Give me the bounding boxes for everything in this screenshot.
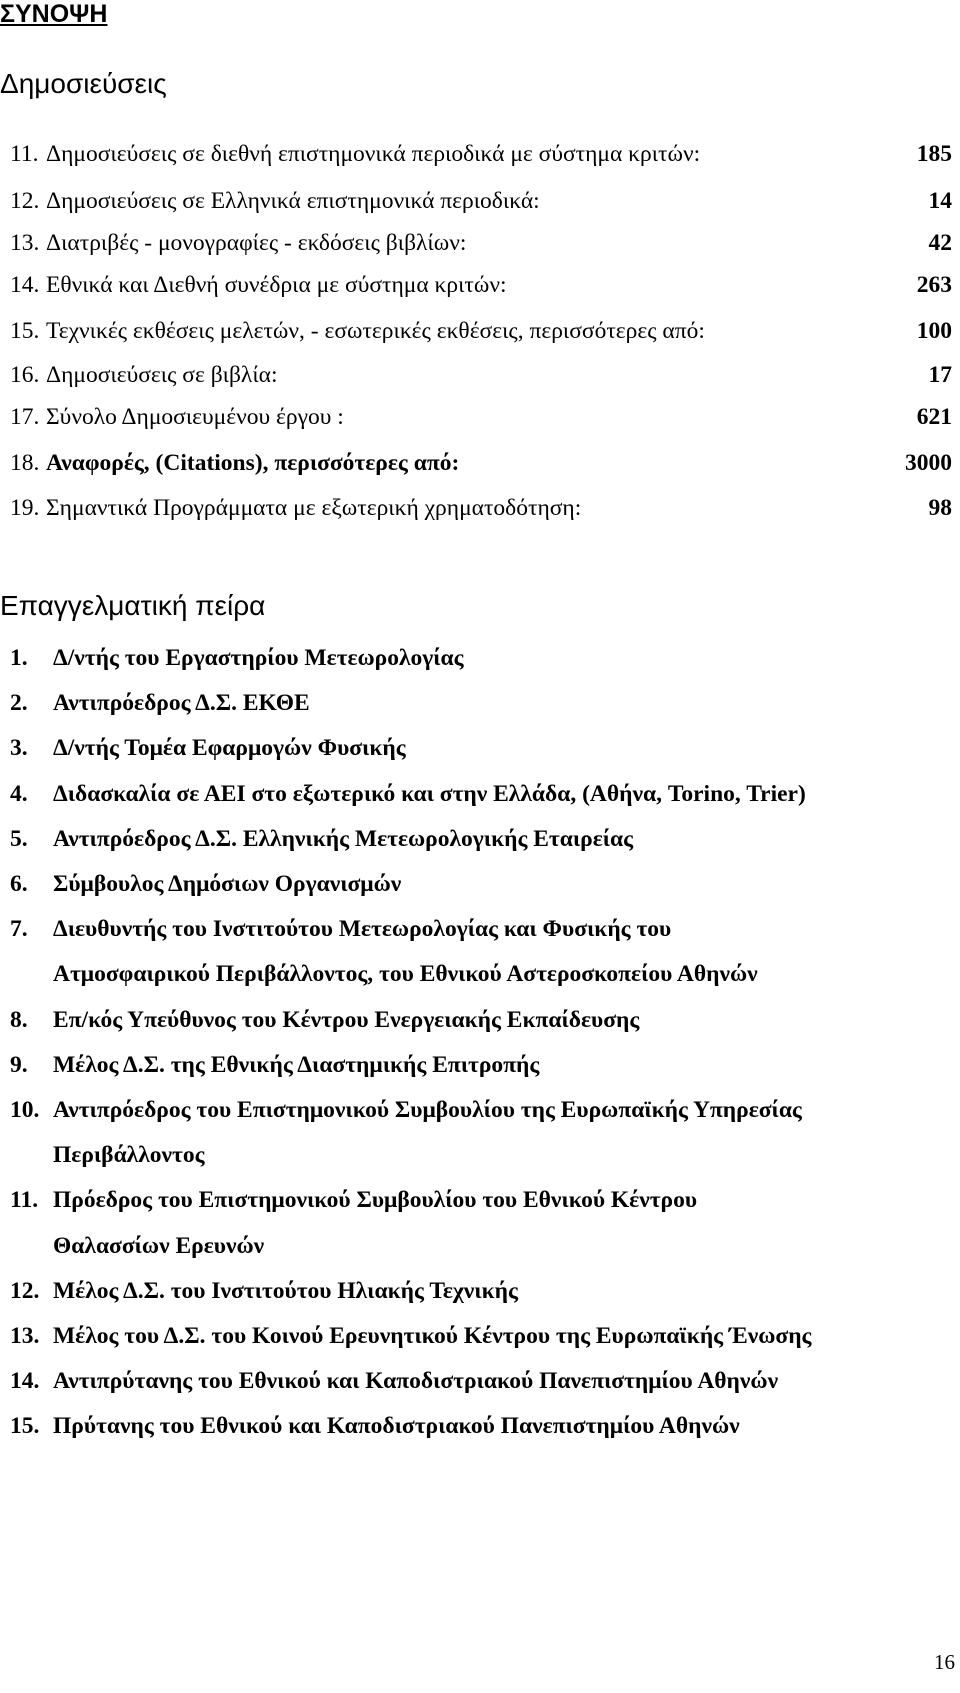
publication-row	[0, 311, 952, 351]
publication-label: Διατριβές - μονογραφίες - εκδόσεις βιβλίων:	[46, 230, 467, 256]
experience-item	[0, 1086, 950, 1176]
publication-row	[0, 223, 952, 263]
experience-text: Διδασκαλία σε ΑΕΙ στο εξωτερικό και στην Ελλάδα, (Αθήνα, Torino, Trier)	[53, 780, 806, 807]
experience-number: 12.	[10, 1277, 40, 1304]
publication-count: 100	[916, 318, 952, 344]
publication-count: 185	[916, 141, 952, 167]
publication-number: 15.	[10, 318, 40, 344]
publication-count: 98	[928, 495, 952, 521]
experience-item	[0, 634, 950, 679]
publications-heading: Δημοσιεύσεις	[0, 68, 167, 99]
experience-number: 14.	[10, 1368, 40, 1395]
experience-number: 9.	[10, 1051, 28, 1078]
publication-row	[0, 397, 952, 437]
publication-count: 42	[928, 230, 952, 256]
experience-number: 1.	[10, 645, 28, 671]
experience-number: 11.	[10, 1187, 39, 1214]
experience-text: Πρύτανης του Εθνικού και Καποδιστριακού Πανεπιστημίου Αθηνών	[53, 1413, 740, 1440]
experience-text: Θαλασσίων Ερευνών	[53, 1232, 265, 1259]
experience-text: Αντιπρύτανης του Εθνικού και Καποδιστριακού Πανεπιστημίου Αθηνών	[53, 1368, 779, 1395]
publication-count: 263	[916, 272, 952, 298]
experience-number: 5.	[10, 825, 28, 852]
experience-number: 13.	[10, 1323, 40, 1349]
experience-item	[0, 1402, 950, 1447]
page-number: 16	[934, 1650, 955, 1674]
experience-item	[0, 679, 950, 724]
publication-label: Δημοσιεύσεις σε διεθνή επιστημονικά περιοδικά με σύστημα κριτών:	[46, 141, 701, 167]
experience-heading: Επαγγελματική πείρα	[0, 590, 266, 621]
experience-text: Μέλος Δ.Σ. του Ινστιτούτου Ηλιακής Τεχνικής	[53, 1277, 518, 1304]
publication-number: 11.	[10, 141, 39, 167]
experience-text: Δ/ντής Τομέα Εφαρμογών Φυσικής	[53, 735, 406, 762]
publication-row	[0, 443, 952, 483]
experience-item	[0, 905, 950, 995]
publication-label: Δημοσιεύσεις σε βιβλία:	[46, 362, 278, 388]
experience-item	[0, 996, 950, 1041]
experience-item	[0, 815, 950, 860]
publication-count: 621	[916, 404, 952, 430]
experience-item	[0, 860, 950, 905]
experience-number: 8.	[10, 1006, 28, 1033]
publication-label: Εθνικά και Διεθνή συνέδρια με σύστημα κριτών:	[46, 272, 507, 298]
experience-text: Περιβάλλοντος	[53, 1142, 205, 1169]
experience-text: Διευθυντής του Ινστιτούτου Μετεωρολογίας και Φυσικής του	[53, 916, 672, 943]
publication-number: 19.	[10, 495, 40, 521]
experience-number: 7.	[10, 916, 28, 943]
document-title: ΣΥΝΟΨΗ	[0, 0, 108, 28]
publication-row	[0, 488, 952, 528]
publication-number: 16.	[10, 362, 40, 388]
experience-text: Αντιπρόεδρος Δ.Σ. Ελληνικής Μετεωρολογικής Εταιρείας	[53, 825, 634, 852]
publication-label: Αναφορές, (Citations), περισσότερες από:	[46, 450, 460, 476]
publication-row	[0, 181, 952, 221]
experience-text: Μέλος Δ.Σ. της Εθνικής Διαστημικής Επιτροπής	[53, 1051, 540, 1078]
experience-number: 10.	[10, 1097, 40, 1123]
publication-number: 17.	[10, 404, 40, 430]
publication-row	[0, 355, 952, 395]
publication-label: Δημοσιεύσεις σε Ελληνικά επιστημονικά περιοδικά:	[46, 188, 540, 214]
publication-label: Σημαντικά Προγράμματα με εξωτερική χρηματοδότηση:	[46, 495, 582, 521]
publication-count: 17	[928, 362, 952, 388]
experience-text: Σύμβουλος Δημόσιων Οργανισμών	[53, 871, 402, 897]
publication-number: 13.	[10, 230, 40, 256]
experience-text: Αντιπρόεδρος Δ.Σ. ΕΚΘΕ	[53, 690, 310, 717]
publication-number: 14.	[10, 272, 40, 298]
experience-item	[0, 1357, 950, 1402]
experience-number: 2.	[10, 690, 28, 717]
experience-text: Δ/ντής του Εργαστηρίου Μετεωρολογίας	[53, 645, 464, 671]
experience-number: 4.	[10, 780, 28, 807]
experience-item	[0, 1176, 950, 1266]
publication-row	[0, 134, 952, 174]
publication-count: 14	[928, 188, 952, 214]
experience-item	[0, 1041, 950, 1086]
experience-text: Μέλος του Δ.Σ. του Κοινού Ερευνητικού Κέντρου της Ευρωπαϊκής Ένωσης	[53, 1323, 812, 1349]
experience-number: 6.	[10, 871, 28, 897]
experience-text: Ατμοσφαιρικού Περιβάλλοντος, του Εθνικού Αστεροσκοπείου Αθηνών	[53, 961, 758, 988]
publication-number: 18.	[10, 450, 40, 476]
experience-item	[0, 770, 950, 815]
experience-number: 3.	[10, 735, 28, 762]
publication-label: Τεχνικές εκθέσεις μελετών, - εσωτερικές εκθέσεις, περισσότερες από:	[46, 318, 705, 344]
publication-row	[0, 265, 952, 305]
experience-item	[0, 1267, 950, 1312]
experience-text: Επ/κός Υπεύθυνος του Κέντρου Ενεργειακής Εκπαίδευσης	[53, 1006, 640, 1033]
experience-item	[0, 724, 950, 769]
experience-number: 15.	[10, 1413, 40, 1440]
publication-number: 12.	[10, 188, 40, 214]
experience-item	[0, 1312, 950, 1357]
publication-label: Σύνολο Δημοσιευμένου έργου :	[46, 404, 344, 430]
experience-text: Αντιπρόεδρος του Επιστημονικού Συμβουλίου της Ευρωπαϊκής Υπηρεσίας	[53, 1097, 802, 1123]
publication-count: 3000	[905, 450, 952, 476]
experience-text: Πρόεδρος του Επιστημονικού Συμβουλίου του Εθνικού Κέντρου	[53, 1187, 698, 1214]
